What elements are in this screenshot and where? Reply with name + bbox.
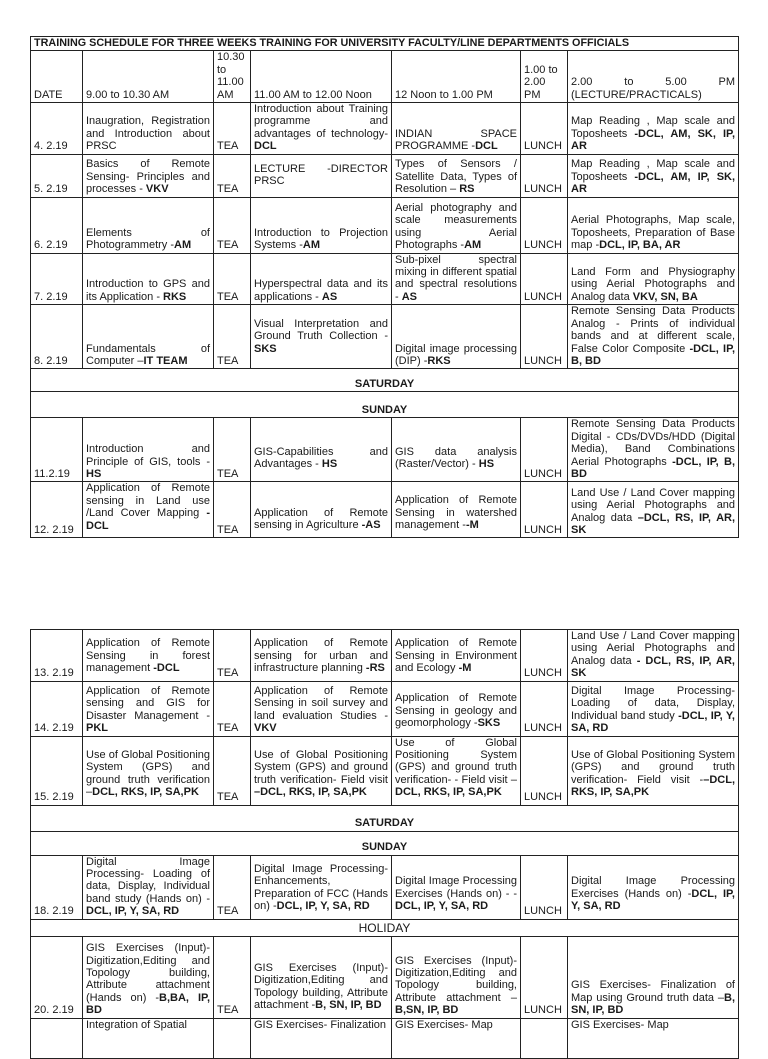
col-header-lunch: 1.00 to 2.00 PM xyxy=(521,51,568,103)
session-cell: Land Use / Land Cover mapping using Aerial Photographs and Analog data - DCL, RS, IP, AR, SK xyxy=(568,630,739,682)
lunch-break: LUNCH xyxy=(521,418,568,482)
table-row xyxy=(31,630,739,682)
session-cell: Aerial photography and scale measurements using Aerial Photographs -AM xyxy=(392,197,521,253)
lunch-break: LUNCH xyxy=(521,253,568,305)
row-date: 12. 2.19 xyxy=(31,482,83,538)
session-cell: Digital Image Processing- Loading of data, Display, Individual band study (Hands on) - DCL, IP, Y, SA, RD xyxy=(83,855,214,919)
lunch-break: LUNCH xyxy=(521,197,568,253)
table-row xyxy=(31,681,739,736)
lunch-break: LUNCH xyxy=(521,936,568,1018)
session-cell: Types of Sensors / Satellite Data, Types of Resolution – RS xyxy=(392,154,521,197)
table-row xyxy=(31,736,739,805)
session-cell: GIS Exercises (Input)- Digitization,Editing and Topology building, Attribute attachment – B,SN, IP, BD xyxy=(392,936,521,1018)
session-cell: Introduction and Principle of GIS, tools - HS xyxy=(83,418,214,482)
col-header-slot2: 11.00 AM to 12.00 Noon xyxy=(251,51,392,103)
session-cell: Application of Remote Sensing in watershed management --M xyxy=(392,482,521,538)
lunch-break: LUNCH xyxy=(521,154,568,197)
header-row xyxy=(31,51,739,103)
row-date: 13. 2.19 xyxy=(31,630,83,682)
session-cell: GIS Exercises- Finalization xyxy=(251,1018,392,1058)
col-header-slot3: 12 Noon to 1.00 PM xyxy=(392,51,521,103)
tea-break: TEA xyxy=(214,305,251,369)
lunch-break: LUNCH xyxy=(521,736,568,805)
session-cell: Use of Global Positioning System (GPS) and ground truth verification- Field visit -–DCL, RKS, IP, SA,PK xyxy=(568,736,739,805)
holiday-row xyxy=(31,919,739,936)
table-row xyxy=(31,103,739,155)
row-date: 11.2.19 xyxy=(31,418,83,482)
tea-break: TEA xyxy=(214,103,251,155)
schedule-table-page-1 xyxy=(30,36,739,538)
row-date xyxy=(31,1018,83,1058)
weekend-row-sunday xyxy=(31,392,739,418)
tea-break: TEA xyxy=(214,418,251,482)
session-cell: Application of Remote Sensing in forest management -DCL xyxy=(83,630,214,682)
session-cell: Inaugration, Registration and Introduction about PRSC xyxy=(83,103,214,155)
session-cell: Digital image processing (DIP) -RKS xyxy=(392,305,521,369)
session-cell: Introduction to Projection Systems -AM xyxy=(251,197,392,253)
tea-break xyxy=(214,1018,251,1058)
session-cell: GIS-Capabilities and Advantages - HS xyxy=(251,418,392,482)
session-cell: Land Form and Physiography using Aerial Photographs and Analog data VKV, SN, BA xyxy=(568,253,739,305)
lunch-break: LUNCH xyxy=(521,305,568,369)
tea-break: TEA xyxy=(214,855,251,919)
col-header-slot1: 9.00 to 10.30 AM xyxy=(83,51,214,103)
tea-break: TEA xyxy=(214,681,251,736)
session-cell: GIS Exercises- Map xyxy=(392,1018,521,1058)
session-cell: Basics of Remote Sensing- Principles and processes - VKV xyxy=(83,154,214,197)
session-cell: LECTURE -DIRECTOR PRSC xyxy=(251,154,392,197)
col-header-date: DATE xyxy=(31,51,83,103)
lunch-break: LUNCH xyxy=(521,630,568,682)
session-cell: GIS Exercises (Input)- Digitization,Editing and Topology building, Attribute attachment (Hands on) -B,BA, IP, BD xyxy=(83,936,214,1018)
lunch-break: LUNCH xyxy=(521,482,568,538)
session-cell: Application of Remote Sensing in Environment and Ecology -M xyxy=(392,630,521,682)
session-cell: Use of Global Positioning System (GPS) and ground truth verification –DCL, RKS, IP, SA,PK xyxy=(83,736,214,805)
tea-break: TEA xyxy=(214,482,251,538)
session-cell: Use of Global Positioning System (GPS) and ground truth verification- Field visit –DCL, RKS, IP, SA,PK xyxy=(251,736,392,805)
session-cell: Application of Remote Sensing in soil survey and land evaluation Studies - VKV xyxy=(251,681,392,736)
lunch-break: LUNCH xyxy=(521,855,568,919)
session-cell: Application of Remote Sensing in geology and geomorphology -SKS xyxy=(392,681,521,736)
session-cell: Fundamentals of Computer –IT TEAM xyxy=(83,305,214,369)
tea-break: TEA xyxy=(214,253,251,305)
session-cell: Introduction about Training programme and advantages of technology-DCL xyxy=(251,103,392,155)
lunch-break: LUNCH xyxy=(521,103,568,155)
table-row xyxy=(31,197,739,253)
session-cell: Sub-pixel spectral mixing in different spatial and spectral resolutions - AS xyxy=(392,253,521,305)
tea-break: TEA xyxy=(214,197,251,253)
session-cell: GIS Exercises (Input)- Digitization,Editing and Topology building, Attribute attachment -B, SN, IP, BD xyxy=(251,936,392,1018)
row-date: 15. 2.19 xyxy=(31,736,83,805)
lunch-break: LUNCH xyxy=(521,681,568,736)
row-date: 4. 2.19 xyxy=(31,103,83,155)
row-date: 14. 2.19 xyxy=(31,681,83,736)
session-cell: Introduction to GPS and its Application - RKS xyxy=(83,253,214,305)
session-cell: Application of Remote sensing for urban and infrastructure planning -RS xyxy=(251,630,392,682)
session-cell: Map Reading , Map scale and Toposheets -DCL, AM, IP, SK, AR xyxy=(568,154,739,197)
row-date: 5. 2.19 xyxy=(31,154,83,197)
session-cell: Visual Interpretation and Ground Truth Collection - SKS xyxy=(251,305,392,369)
session-cell: GIS Exercises- Map xyxy=(568,1018,739,1058)
schedule-table-page-2 xyxy=(30,629,739,1059)
weekend-row-saturday xyxy=(31,369,739,392)
table-row xyxy=(31,253,739,305)
col-header-tea: 10.30 to 11.00 AM xyxy=(214,51,251,103)
row-date: 8. 2.19 xyxy=(31,305,83,369)
session-cell: Land Use / Land Cover mapping using Aerial Photographs and Analog data –DCL, RS, IP, AR, SK xyxy=(568,482,739,538)
table-row xyxy=(31,855,739,919)
session-cell: Application of Remote sensing and GIS for Disaster Management - PKL xyxy=(83,681,214,736)
session-cell: Hyperspectral data and its applications - AS xyxy=(251,253,392,305)
session-cell: Remote Sensing Data Products Digital - CDs/DVDs/HDD (Digital Media), Band Combinations Aerial Photographs -DCL, IP, B, BD xyxy=(568,418,739,482)
weekend-row-saturday xyxy=(31,805,739,831)
session-cell: Digital Image Processing- Enhancements, Preparation of FCC (Hands on) -DCL, IP, Y, SA, RD xyxy=(251,855,392,919)
tea-break: TEA xyxy=(214,936,251,1018)
table-row xyxy=(31,154,739,197)
session-cell: Application of Remote sensing in Agriculture -AS xyxy=(251,482,392,538)
session-cell: Application of Remote sensing in Land use /Land Cover Mapping - DCL xyxy=(83,482,214,538)
sunday-label: SUNDAY xyxy=(31,831,739,855)
lunch-break xyxy=(521,1018,568,1058)
session-cell: Remote Sensing Data Products Analog - Prints of individual bands and at different scale, False Color Composite -DCL, IP, B, BD xyxy=(568,305,739,369)
session-cell: Aerial Photographs, Map scale, Toposheets, Preparation of Base map -DCL, IP, BA, AR xyxy=(568,197,739,253)
tea-break: TEA xyxy=(214,630,251,682)
table-row-partial xyxy=(31,1018,739,1058)
session-cell: Integration of Spatial xyxy=(83,1018,214,1058)
session-cell: Digital Image Processing Exercises (Hands on) - - DCL, IP, Y, SA, RD xyxy=(392,855,521,919)
col-header-slot4: 2.00 to 5.00 PM (LECTURE/PRACTICALS) xyxy=(568,51,739,103)
session-cell: Map Reading , Map scale and Toposheets -DCL, AM, SK, IP, AR xyxy=(568,103,739,155)
title-row xyxy=(31,37,739,51)
row-date: 7. 2.19 xyxy=(31,253,83,305)
sunday-label: SUNDAY xyxy=(31,392,739,418)
row-date: 18. 2.19 xyxy=(31,855,83,919)
session-cell: GIS data analysis (Raster/Vector) - HS xyxy=(392,418,521,482)
tea-break: TEA xyxy=(214,154,251,197)
session-cell: GIS Exercises- Finalization of Map using Ground truth data –B, SN, IP, BD xyxy=(568,936,739,1018)
schedule-title: TRAINING SCHEDULE FOR THREE WEEKS TRAINING FOR UNIVERSITY FACULTY/LINE DEPARTMENTS OFFICIALS xyxy=(31,37,739,51)
table-row xyxy=(31,936,739,1018)
session-cell: Elements of Photogrammetry -AM xyxy=(83,197,214,253)
saturday-label: SATURDAY xyxy=(31,805,739,831)
row-date: 20. 2.19 xyxy=(31,936,83,1018)
table-row xyxy=(31,482,739,538)
tea-break: TEA xyxy=(214,736,251,805)
session-cell: INDIAN SPACE PROGRAMME -DCL xyxy=(392,103,521,155)
table-row xyxy=(31,418,739,482)
saturday-label: SATURDAY xyxy=(31,369,739,392)
session-cell: Digital Image Processing- Loading of data, Display, Individual band study -DCL, IP, Y, SA, RD xyxy=(568,681,739,736)
weekend-row-sunday xyxy=(31,831,739,855)
holiday-label: HOLIDAY xyxy=(31,919,739,936)
table-row xyxy=(31,305,739,369)
session-cell: Digital Image Processing Exercises (Hands on) -DCL, IP, Y, SA, RD xyxy=(568,855,739,919)
session-cell: Use of Global Positioning System (GPS) and ground truth verification- - Field visit – DCL, RKS, IP, SA,PK xyxy=(392,736,521,805)
row-date: 6. 2.19 xyxy=(31,197,83,253)
